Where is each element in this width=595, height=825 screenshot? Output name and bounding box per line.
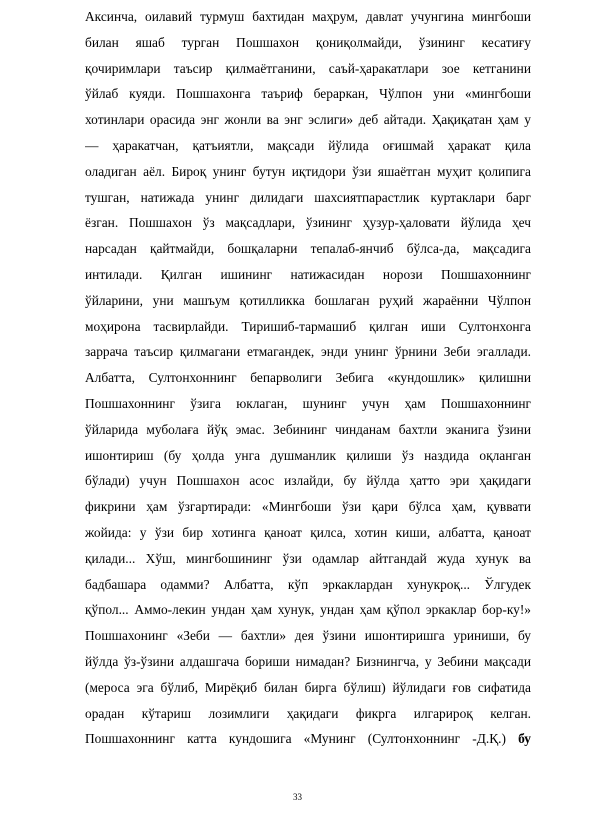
- text-line: йўлда ўз-ўзини алдашгача бориши нимадан? Бизнингча, у Зебини мақсади: [85, 653, 531, 669]
- text-line: Албатта, Султонхоннинг бепарволиги Зебига «кундошлик» қилишни: [85, 370, 531, 386]
- text-line: бадбашара одамми? Албатта, кўп эркаклардан хунукроқ... Ўлгудек: [85, 576, 531, 592]
- text-line: интилади. Қилган ишининг натижасидан норози Пошшахоннинг: [85, 266, 531, 282]
- text-line: заррача таъсир қилмагани етмагандек, энди унинг ўрнини Зеби эгаллади.: [85, 344, 531, 360]
- text-line: моҳирона тасвирлайди. Тиришиб-тармашиб қилган иши Султонхонга: [85, 318, 531, 334]
- text-line: ёзган. Пошшахон ўз мақсадлари, ўзининг ҳузур-ҳаловати йўлида ҳеч: [85, 215, 531, 231]
- text-line: тушган, натижада унинг дилидаги шахсиятпарастлик куртаклари барг: [85, 189, 531, 205]
- text-line: Аксинча, оилавий турмуш бахтидан маҳрум, давлат учунгина мингбоши: [85, 9, 531, 24]
- text-line: Пошшахонинг «Зеби — бахтли» дея ўзини ишонтиришга уриниши, бу: [85, 628, 531, 644]
- bold-word: бу: [518, 731, 531, 747]
- text-line-content: Пошшахоннинг катта кундошига «Мунинг (Султонхоннинг -Д.Қ.): [85, 731, 506, 747]
- text-line: қўпол... Аммо-лекин ундан ҳам хунук, ундан ҳам қўпол эркаклар бор-ку!»: [85, 602, 531, 618]
- text-line: ўйларида муболаға йўқ эмас. Зебининг чинданам бахтли эканига ўзини: [85, 421, 531, 437]
- text-line: билан яшаб турган Пошшахон қониқолмайди, ўзининг кесатиғу: [85, 34, 531, 50]
- body-text: [85, 4, 531, 752]
- text-line: Пошшахоннинг ўзига юклаган, шунинг учун ҳам Пошшахоннинг: [85, 395, 531, 411]
- text-line: хотинлари орасида энг жонли ва энг эслиги» деб айтади. Ҳақиқатан ҳам у: [85, 112, 531, 128]
- text-line: (мероса эга бўлиб, Мирёқиб билан бирга бўлиш) йўлидаги ғов сифатида: [85, 679, 531, 695]
- text-line: орадан кўтариш лозимлиги ҳақидаги фикрга илгарироқ келган.: [85, 705, 531, 721]
- text-line: бўлади) учун Пошшахон асос излайди, бу йўлда ҳатто эри ҳақидаги: [85, 473, 531, 489]
- page-number: 33: [293, 792, 302, 802]
- text-line: жойида: у ўзи бир хотинга қаноат қилса, хотин киши, албатта, қаноат: [85, 524, 531, 540]
- text-line: ўйлаб куяди. Пошшахонга таъриф бераркан, Чўлпон уни «мингбоши: [85, 86, 531, 102]
- text-line: қилади... Хўш, мингбошининг ўзи одамлар айтгандай жуда хунук ва: [85, 550, 531, 566]
- text-line: қочиримлари таъсир қилмаётганини, саъй-ҳаракатлари зое кетганини: [85, 60, 531, 76]
- text-line: [85, 726, 531, 752]
- text-line: — ҳаракатчан, қатъиятли, мақсади йўлида оғишмай ҳаракат қила: [85, 137, 531, 153]
- text-line: ўйларини, уни машъум қотилликка бошлаган руҳий жараённи Чўлпон: [85, 292, 531, 308]
- text-line: фикрини ҳам ўзгартиради: «Мингбоши ўзи қари бўлса ҳам, қуввати: [85, 499, 531, 515]
- text-line: оладиган аёл. Бироқ унинг бутун иқтидори ўзи яшаётган муҳит қолипига: [85, 163, 531, 179]
- text-line: ишонтириш (бу ҳолда унга душманлик қилиши ўз наздида оқланган: [85, 447, 531, 463]
- text-line: нарсадан қайтмайди, бошқаларни тепалаб-янчиб бўлса-да, мақсадига: [85, 241, 531, 257]
